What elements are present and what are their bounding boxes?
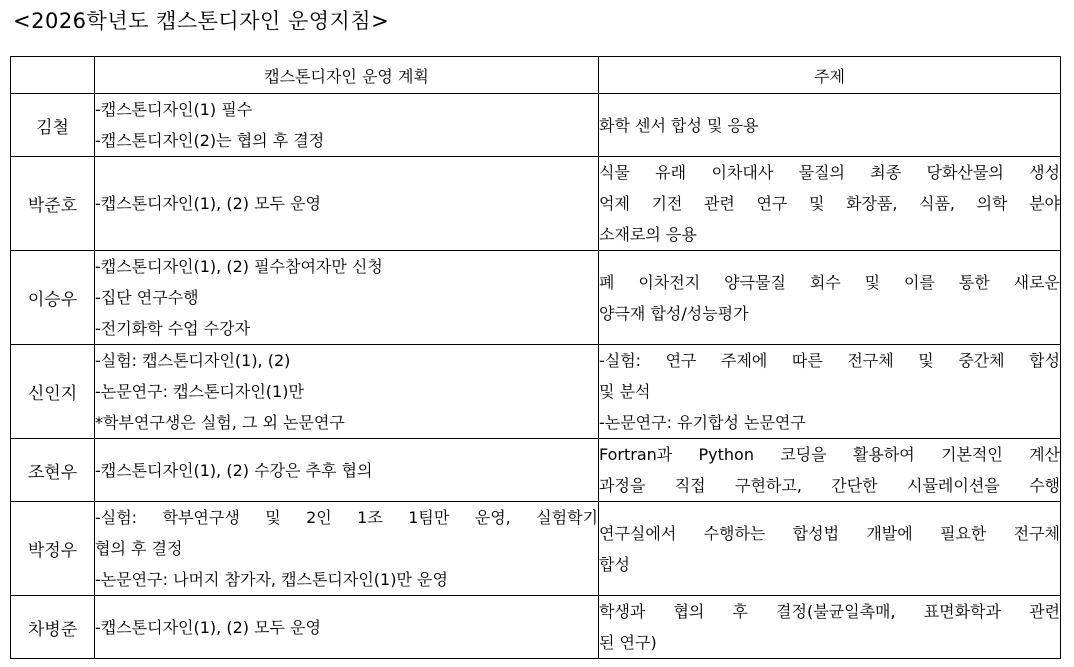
plan-line: -캡스톤디자인(1), (2) 모두 운영	[95, 194, 322, 213]
topic-cell	[599, 345, 1061, 439]
topic-line: 화학 센서 합성 및 응용	[599, 115, 759, 135]
table-row	[11, 439, 1061, 502]
topic-cell	[599, 502, 1061, 596]
topic-cell	[599, 94, 1061, 157]
topic-line: -논문연구: 유기합성 논문연구	[599, 413, 806, 432]
document-title: <2026학년도 캡스톤디자인 운영지침>	[13, 9, 390, 33]
topic-line: 소재로의 응용	[599, 225, 697, 244]
table-row	[11, 596, 1061, 659]
topic-line: 억제 기전 관련 연구 및 화장품, 식품, 의학 분야	[599, 194, 1060, 213]
plan-line: *학부연구생은 실험, 그 외 논문연구	[95, 413, 345, 432]
plan-line: -집단 연구수행	[95, 288, 199, 307]
plan-line: -캡스톤디자인(1), (2) 필수참여자만 신청	[95, 257, 383, 276]
professor-name: 차병준	[11, 596, 95, 659]
topic-cell	[599, 251, 1061, 345]
table-row	[11, 157, 1061, 251]
professor-name: 김철	[11, 94, 95, 157]
table-row	[11, 94, 1061, 157]
topic-line: 과정을 직접 구현하고, 간단한 시뮬레이션을 수행	[599, 476, 1060, 495]
guideline-table	[10, 56, 1061, 659]
topic-cell	[599, 439, 1061, 502]
professor-name: 이승우	[11, 251, 95, 345]
plan-line: -논문연구: 캡스톤디자인(1)만	[95, 382, 304, 401]
plan-line: -캡스톤디자인(2)는 협의 후 결정	[95, 131, 325, 150]
topic-cell	[599, 157, 1061, 251]
plan-line: -캡스톤디자인(1), (2) 모두 운영	[95, 617, 322, 637]
plan-line: -캡스톤디자인(1), (2) 수강은 추후 협의	[95, 460, 373, 480]
topic-line: 연구실에서 수행하는 합성법 개발에 필요한 전구체	[599, 523, 1060, 543]
professor-name: 박정우	[11, 502, 95, 596]
plan-line: -캡스톤디자인(1) 필수	[95, 100, 253, 119]
plan-cell	[95, 345, 599, 439]
table-row	[11, 345, 1061, 439]
plan-cell	[95, 502, 599, 596]
professor-name: 신인지	[11, 345, 95, 439]
table-header-row	[11, 57, 1061, 94]
header-plan: 캡스톤디자인 운영 계획	[95, 57, 599, 94]
topic-line: 된 연구)	[599, 633, 657, 652]
topic-line: 및 분석	[599, 382, 651, 401]
topic-line: 합성	[599, 554, 630, 574]
topic-line: 폐 이차전지 양극물질 회수 및 이를 통한 새로운	[599, 272, 1060, 292]
topic-line: Fortran과 Python 코딩을 활용하여 기본적인 계산	[599, 445, 1060, 464]
professor-name: 박준호	[11, 157, 95, 251]
plan-line: -논문연구: 나머지 참가자, 캡스톤디자인(1)만 운영	[95, 570, 448, 589]
plan-line: -실험: 학부연구생 및 2인 1조 1팀만 운영, 실험학기	[95, 508, 598, 527]
header-name	[11, 57, 95, 94]
topic-line: 양극재 합성/성능평가	[599, 303, 749, 323]
table-row	[11, 502, 1061, 596]
header-topic: 주제	[599, 57, 1061, 94]
plan-cell	[95, 157, 599, 251]
topic-line: 학생과 협의 후 결정(불균일촉매, 표면화학과 관련	[599, 602, 1060, 621]
plan-line: -전기화학 수업 수강자	[95, 319, 251, 338]
plan-line: -실험: 캡스톤디자인(1), (2)	[95, 351, 291, 370]
topic-line: 식물 유래 이차대사 물질의 최종 당화산물의 생성	[599, 163, 1060, 182]
plan-cell	[95, 94, 599, 157]
plan-cell	[95, 439, 599, 502]
plan-cell	[95, 251, 599, 345]
topic-cell	[599, 596, 1061, 659]
professor-name: 조현우	[11, 439, 95, 502]
table-row	[11, 251, 1061, 345]
plan-line: 협의 후 결정	[95, 539, 183, 558]
plan-cell	[95, 596, 599, 659]
topic-line: -실험: 연구 주제에 따른 전구체 및 중간체 합성	[599, 351, 1060, 370]
